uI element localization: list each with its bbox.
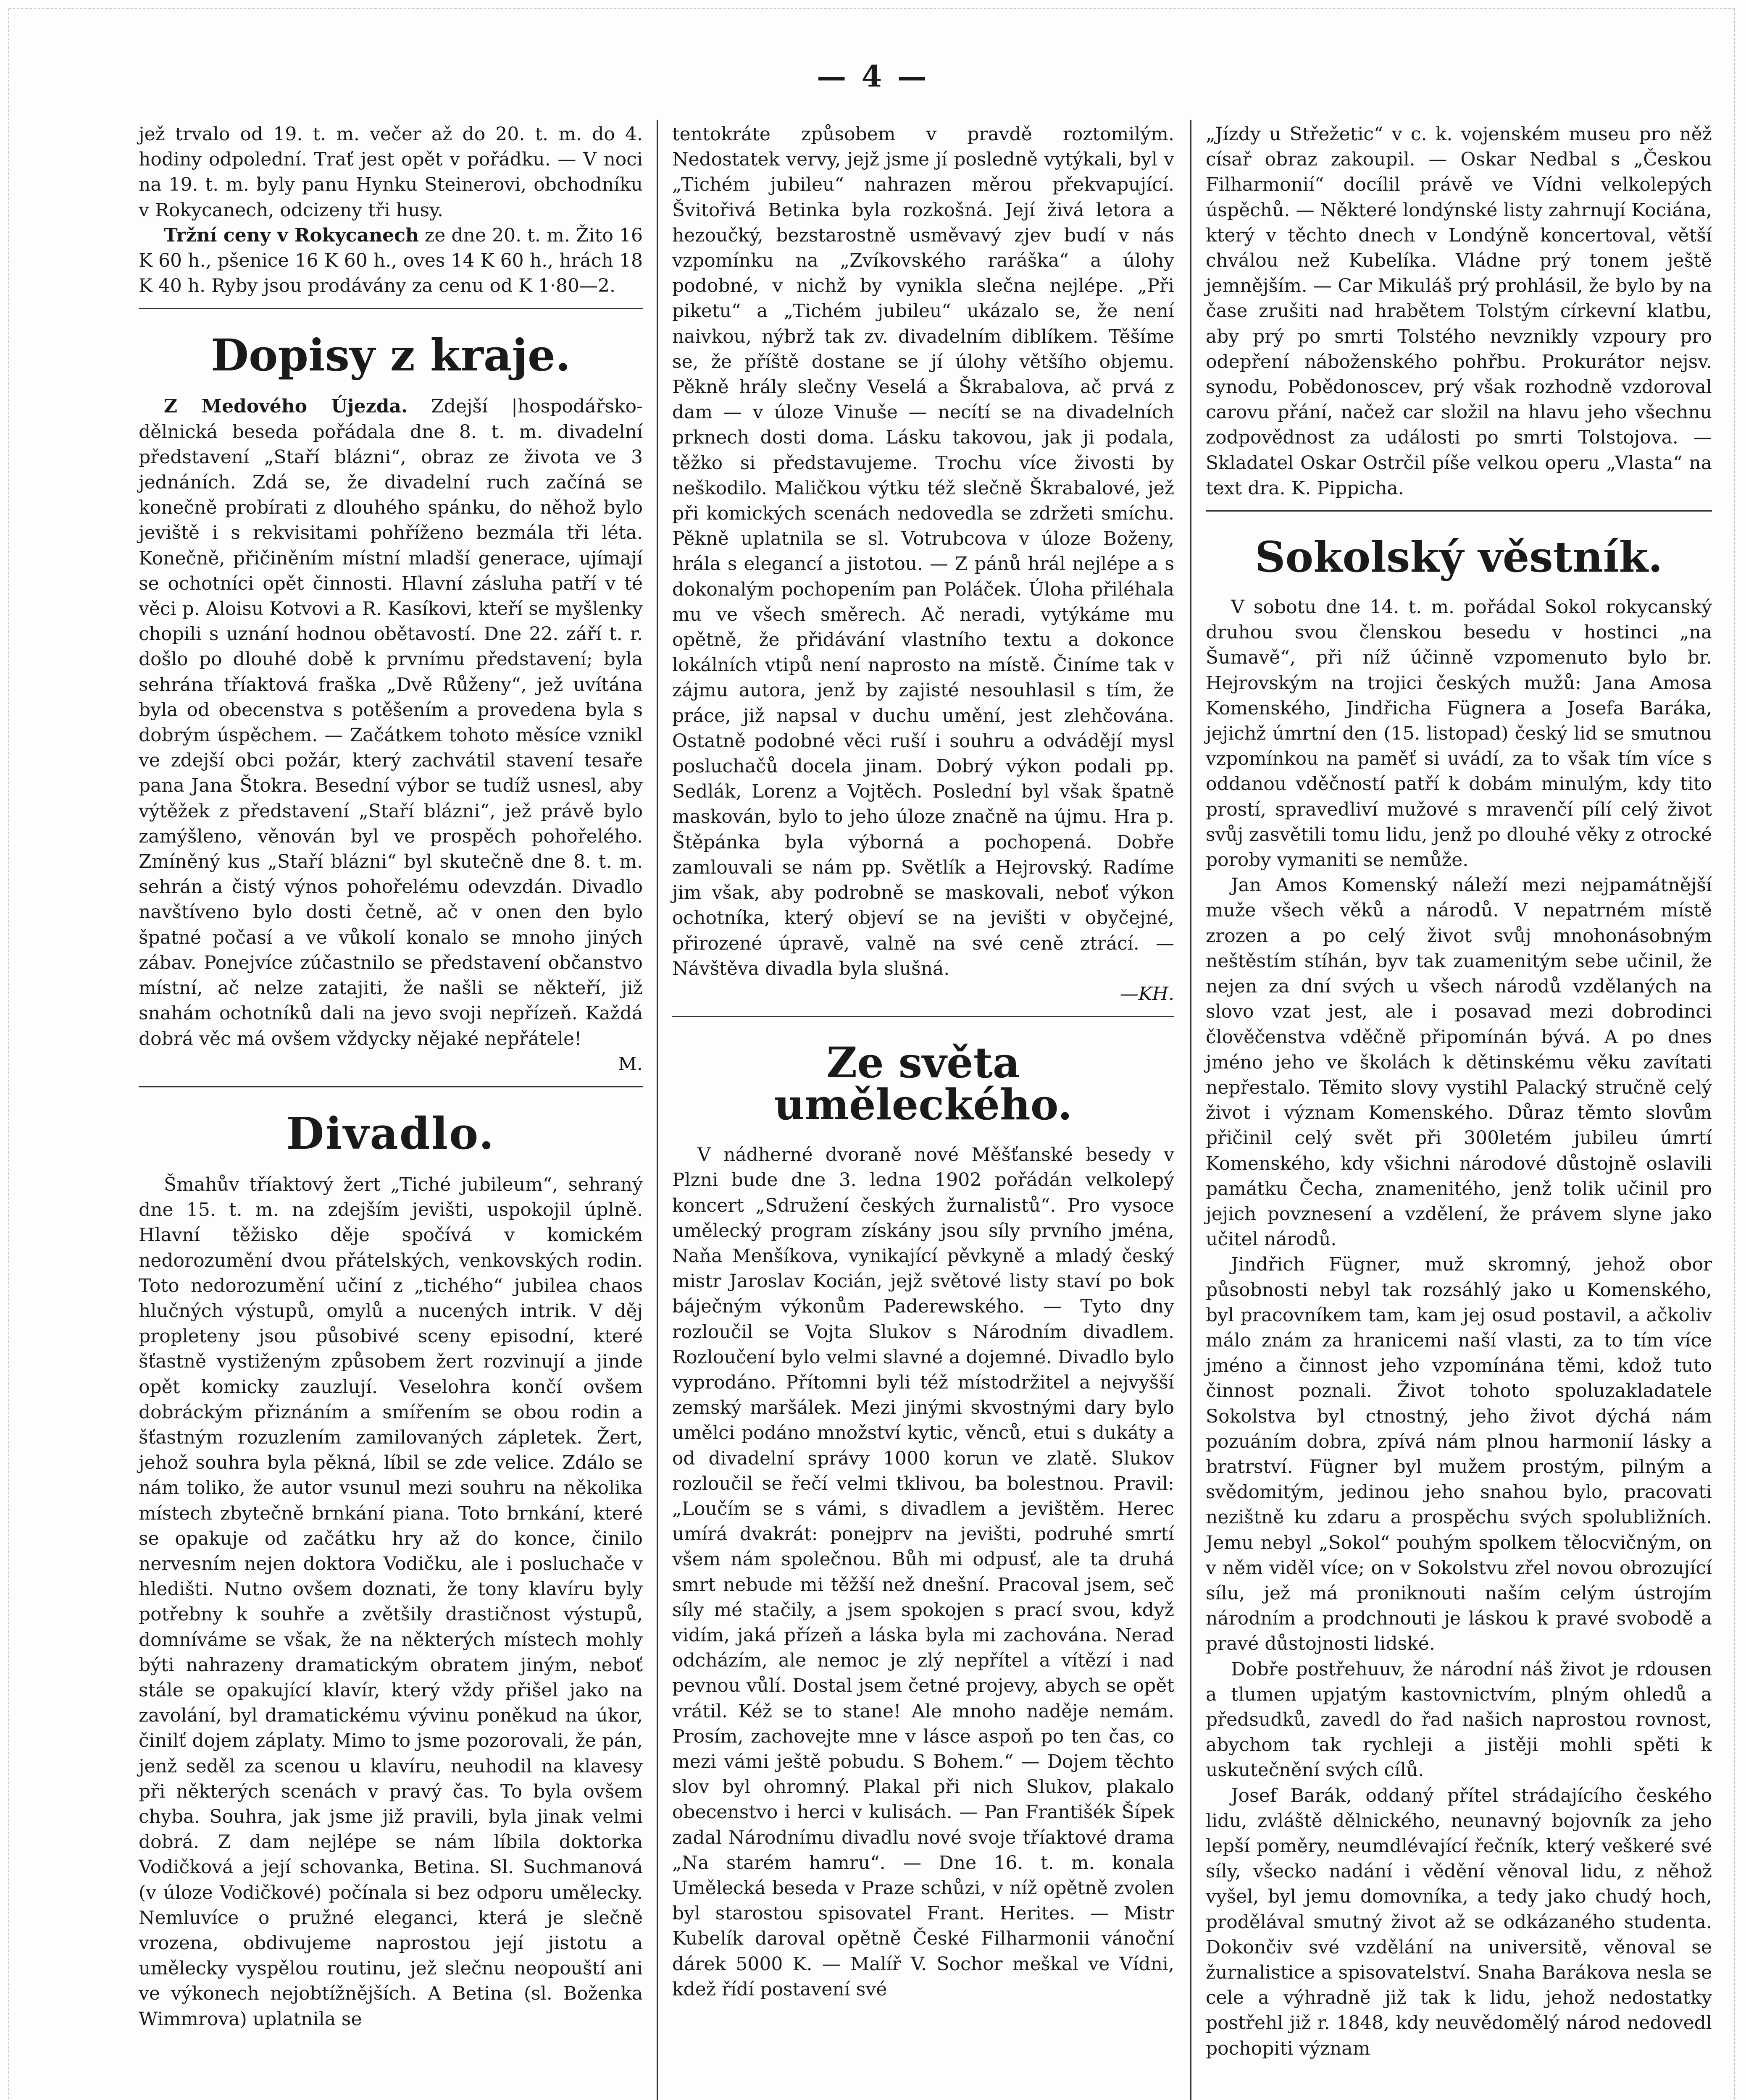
- divider: [672, 1016, 1174, 1017]
- sokol-paragraph-2: Jan Amos Komenský náleží mezi nejpamátnější muže všech věků a národů. V nepatrném místě zrozen a po celý život svůj mnohonásobným neštěstím stíhán, byv tak zuamenitým sebe učinil, že nejen za dní svých u všech národů vzdělaných na slovo vzat jest, ale i posavad mezi dobrodinci člověčenstva vděčně připomínán bývá. A po dnes jméno jeho ve školách k dětinskému věku zavítati nepřestalo. Těmito slovy vystihl Palacký stručně celý život i význam Komenského. Důraz těmto slovům přičinil celý svět při 300letém jubileu úmrtí Komenského, kdy všichni národové důstojně oslavili památku Čecha, znamenitého, jenž tolik učinil pro jejich povznesení a vzdělení, že právem slyne jako učitel národů.: [1206, 874, 1712, 1250]
- news-paragraph: jež trvalo od 19. t. m. večer až do 20. t. m. do 4. hodiny odpolední. Trať jest opět v pořádku. — V noci na 19. t. m. byly panu Hynku Steinerovi, obchodníku v Rokycanech, odcizeny tři husy.: [139, 123, 643, 221]
- divadlo-text: Šmahův tříaktový žert „Tiché jubileum“, sehraný dne 15. t. m. na zdejším jevišti, uspokojil úplně. Hlavní těžisko děje spočívá v komickém nedorozumění dvou přátelských, venkovských rodin. Toto nedorozumění učiní z „tichého“ jubilea chaos hlučných výstupů, omylů a nucených intrik. V děj propleteny jsou působivé sceny episodní, které šťastně vystiženým způsobem žert rozvinují a jinde opět komicky zauzlují. Veselohra končí ovšem dobráckým přiznáním a smířením se obou rodin a šťastným rozuzlením zamilovaných zápletek. Žert, jehož souhra byla pěkná, líbil se zde velice. Zdálo se nám toliko, že autor vsunul mezi souhru na několika místech zbytečně brnkání piana. Toto brnkání, které se opakuje od začátku hry až do konce, činilo nervesním nejen doktora Vodičku, ale i posluchače v hledišti. Nutno ovšem doznati, že tony klavíru byly potřebny k souhře a zvětšily drastičnost výstupů, domníváme se však, že na některých místech mohly býti nahrazeny dramatickým obratem jiným, neboť stále se opakující klavír, který vždy přišel jako na zavolání, byl dramatickému vývinu poněkud na úkor, činilť dojem záplaty. Mimo to jsme pozorovali, že pán, jenž seděl za scenou u klavíru, neuhodil na klavesy při některých scenách v pravý čas. To byla ovšem chyba. Souhra, jak jsme již pravili, byla jinak velmi dobrá. Z dam nejlépe se nám líbila doktorka Vodičková a její schovanka, Betina. Sl. Suchmanová (v úloze Vodičkové) počínala si bez odporu umělecky. Nemluvíce o pružné eleganci, která je slečně vrozena, obdivujeme naprostou její jistotu a umělecky vyspělou routinu, jež slečnu neopouští ani ve výkonech nejobtížnějších. A Betina (sl. Boženka Wimmrova) uplatnila se: [139, 1173, 643, 2030]
- column-1: [139, 122, 643, 2100]
- divider: [1206, 510, 1712, 512]
- dopis-signature: M.: [618, 1053, 643, 1075]
- column-rule-2: [1190, 120, 1191, 2100]
- column-rule-1: [657, 120, 658, 2100]
- column-3: [1206, 122, 1712, 2100]
- dopis-article: [139, 394, 643, 1051]
- divider: [139, 1086, 643, 1087]
- section-heading-sokol: Sokolský věstník.: [1255, 532, 1663, 582]
- column-2: [672, 122, 1174, 2100]
- market-prices: [139, 223, 643, 299]
- divadlo-continued: tentokráte způsobem v pravdě roztomilým. Nedostatek vervy, jejž jsme jí posledně vytýkali, byl v „Tichém jubileu“ nahrazen měrou překvapující. Švitořivá Betinka byla rozkošná. Její živá letora a hezoučký, bezstarostně usměvavý zjev budí v nás vzpomínku na „Zvíkovského raráška“ a úlohy podobné, v nichž by vynikla slečna nejlépe. „Při piketu“ a „Tichém jubileu“ ukázalo se, že není naivkou, nýbrž tak zv. divadelním diblíkem. Těšíme se, že příště dostane se jí úlohy většího objemu. Pěkně hrály slečny Veselá a Škrabalova, ač prvá z dam — v úloze Vinuše — necítí se na divadelních prknech dosti doma. Lásku takovou, jak ji podala, těžko si představujeme. Trochu více živosti by neškodilo. Maličkou výtku též slečně Škrabalové, jež při komických scenách nedovedla se zdržeti smíchu. Pěkně uplatnila se sl. Votrubcova v úloze Boženy, hrála s elegancí a jistotou. — Z pánů hrál nejlépe a s dokonalým pochopením pan Poláček. Úloha přiléhala mu ve všech směrech. Ač neradi, vytýkáme mu opětně, že přidávání vlastního textu a dokonce lokálních vtipů není naprosto na místě. Činíme tak v zájmu autora, jenž by zajisté nesouhlasil s tím, že práce, již napsal v duchu umění, jest zlehčována. Ostatně podobné věci ruší i souhru a odvádějí mysl posluchačů docela jinam. Dobrý výkon podali pp. Sedlák, Lorenz a Vojtěch. Poslední byl však špatně maskován, bylo to jeho úloze značně na újmu. Hra p. Štěpánka byla výborná a pochopená. Dobře zamlouvali se nám pp. Světlík a Hejrovský. Radíme jim však, aby podrobně se maskovali, neboť výkon ochotníka, který objeví se na jevišti v obyčejné, přirozené úpravě, valně na své ceně ztrácí. — Návštěva divadla byla slušná.: [672, 123, 1174, 979]
- dopis-text: Zdejší |hospodářsko-dělnická beseda pořádala dne 8. t. m. divadelní představení „Staří blázni“, obraz ze života ve 3 jednáních. Zdá se, že divadelní ruch začíná se konečně probírati z dlouhého spánku, do něhož bylo jeviště i s rekvisitami pohříženo bezmála tři léta. Konečně, přičiněním místní mladší generace, ujímají se ochotníci opět činnosti. Hlavní zásluha patří v té věci p. Aloisu Kotvovi a R. Kasíkovi, kteří se myšlenky chopili s uznání hodnou obětavostí. Dne 22. září t. r. došlo po dlouhé době k prvnímu představení; byla sehrána tříaktová fraška „Dvě Růženy“, jež uvítána byla od obecenstva s potěšením a provedena byla s dobrým úspěchem. — Začátkem tohoto měsíce vznikl ve zdejší obci požár, který zachvátil stavení tesaře pana Jana Štokra. Besední výbor se tudíž usnesl, aby výtěžek z představení „Staří blázni“, jež právě bylo zamýšleno, věnován byl ve prospěch pohořelého. Zmíněný kus „Staří blázni“ byl skutečně dne 8. t. m. sehrán a čistý výnos pohořelému odevzdán. Divadlo navštíveno bylo dosti četně, ač v onen den bylo špatné počasí a ve vůkolí konalo se mnoho jiných zábav. Ponejvíce zúčastnilo se představení občanstvo místní, ač nelze zatajiti, že našli se někteří, již snahám ochotníků dali na jevo svoji nepřízeň. Každá dobrá věc má ovšem vždycky nějaké nepřátele!: [139, 396, 643, 1050]
- sokol-paragraph-5: Josef Barák, oddaný přítel strádajícího českého lidu, zvláště dělnického, neunavný bojovník za jeho lepší poměry, neumdlévající řečník, který veškeré své síly, všecko nadání i vědění věnoval lidu, z něhož vyšel, byl jemu domovníka, a tedy jako chudý hoch, prodělával smutný život až se odkázaného studenta. Dokončiv své vzdělání na universitě, věnoval se žurnalistice a spisovatelství. Snaha Barákova nesla se cele a výhradně již tak k lidu, jehož nedostatky postřehl již r. 1848, kdy neuvědomělý národ nedovedl pochopiti význam: [1206, 1785, 1712, 2059]
- page-number: — 4 —: [817, 59, 929, 94]
- divider: [139, 308, 643, 309]
- dopis-place: Z Medového Újezda.: [164, 396, 408, 417]
- section-heading-umeni: Ze světa uměleckého.: [774, 1038, 1073, 1130]
- sokol-paragraph-4: Dobře postřehuuv, že národní náš život je rdousen a tlumen upjatým kastovnictvím, plným ohledů a předsudků, zavedl do řad našich naprostou rovnost, abychom tak rychleji a jistěji mohli spěti k uskutečnění svých cílů.: [1206, 1658, 1712, 1781]
- sokol-paragraph-3: Jindřich Fügner, muž skromný, jehož obor působnosti nebyl tak rozsáhlý jako u Komenského, byl pracovníkem tam, kam jej osud postavil, a ačkoliv málo znám za hranicemi naší vlasti, za to tím více jméno a činnost jeho vzpomínána těmi, kdož tuto činnost poznali. Život tohoto spoluzakladatele Sokolstva byl ctnostný, jeho život dýchá nám pozuáním dobra, zpívá nám plnou harmonií lásky a bratrství. Fügner byl mužem prostým, pilným a svědomitým, jedinou jeho snahou bylo, pracovati nezištně ku zdaru a prospěchu svých spolubližních. Jemu nebyl „Sokol“ pouhým spolkem tělocvičným, on v něm viděl více; on v Sokolstvu zřel novou obrozující sílu, jež má proniknouti naším celým ústrojím národním a prodchnouti je láskou k pravé svobodě a pravé důstojnosti lidské.: [1206, 1254, 1712, 1655]
- section-heading-divadlo: Divadlo.: [286, 1107, 495, 1159]
- sokol-paragraph-1: V sobotu dne 14. t. m. pořádal Sokol rokycanský druhou svou členskou besedu v hostinci „na Šumavě“, při níž účinně vzpomenuto bylo br. Hejrovským na trojici českých mužů: Jana Amosa Komenského, Jindřicha Fügnera a Josefa Baráka, jejichž úmrtní den (15. listopad) český lid se smutnou vzpomínkou na paměť si uvádí, za to však tím více s oddanou vděčností patří k dobám minulým, kdy tito prostí, spravedliví mužové s mravenčí pílí celý život svůj zasvětili tomu lidu, jenž po dlouhé věky z otrocké poroby vymaniti se nemůže.: [1206, 596, 1712, 871]
- umeni-continued: „Jízdy u Střežetic“ v c. k. vojenském museu pro něž císař obraz zakoupil. — Oskar Nedbal s „Českou Filharmonií“ docílil právě ve Vídni velkolepých úspěchů. — Některé londýnské listy zahrnují Kociána, který v těchto dnech v Londýně koncertoval, větší chválou než Kubelíka. Vládne prý tonem ještě jemnějším. — Car Mikuláš prý prohlásil, že bylo by na čase zrušiti nad hrabětem Tolstým církevní klatbu, aby prý po smrti Tolstého nevznikly vzpoury pro odepření náboženského pohřbu. Prokurátor nejsv. synodu, Pobědonoscev, prý však rozhodně vzdoroval carovu přání, načež car složil na hlavu jeho všechnu zodpovědnost za události po smrti Tolstojova. — Skladatel Oskar Ostrčil píše velkou operu „Vlasta“ na text dra. K. Pippicha.: [1206, 123, 1712, 499]
- divadlo-signature: —KH.: [1120, 983, 1174, 1005]
- section-heading-dopisy: Dopisy z kraje.: [210, 329, 571, 381]
- market-prices-text: ze dne 20. t. m. Žito 16 K 60 h., pšenice 16 K 60 h., oves 14 K 60 h., hrách 18 K 40 h. Ryby jsou prodávány za cenu od K 1·80—2.: [139, 224, 643, 297]
- umeni-text: V nádherné dvoraně nové Měšťanské besedy v Plzni bude dne 3. ledna 1902 pořádán velkolepý koncert „Sdružení českých žurnalistů“. Pro vysoce umělecký program získány jsou síly prvního jména, Naňa Menšíkova, vynikající pěvkyně a mladý český mistr Jaroslav Kocián, jejž světové listy staví po bok báječným výkonům Paderewského. — Tyto dny rozloučil se Vojta Slukov s Národním divadlem. Rozloučení bylo velmi slavné a dojemné. Divadlo bylo vyprodáno. Přítomni byli též místodržitel a nejvyšší zemský maršálek. Mezi jinými skvostnými dary bylo umělci podáno množství kytic, věnců, etui s dukáty a od divadelní správy 1000 korun ve zlatě. Slukov rozloučil se řečí velmi tklivou, ba bolestnou. Pravil: „Loučím se s vámi, s divadlem a jevištěm. Herec umírá dvakrát: ponejprv na jevišti, podruhé smrtí všem nám společnou. Bůh mi odpusť, ale ta druhá smrt nebude mi těžší než dnešní. Pracoval jsem, seč síly mé stačily, a jsem spokojen s prací svou, když vidím, jaká přízeň a láska byla mi zachována. Nerad odcházím, ale nemoc je zlý nepřítel a vítězí i nad pevnou vůlí. Dostal jsem četné projevy, abych se opět vrátil. Kéž se to stane! Ale mnoho naděje nemám. Prosím, zachovejte mne v lásce aspoň po ten čas, co mezi vámi ještě pobudu. S Bohem.“ — Dojem těchto slov byl ohromný. Plakal při nich Slukov, plakalo obecenstvo i herci v kulisách. — Pan Františék Šípek zadal Národnímu divadlu nové svoje tříaktové drama „Na starém hamru“. — Dne 16. t. m. konala Umělecká beseda v Praze schůzi, v níž opětně zvolen byl starostou spisovatel Frant. Herites. — Mistr Kubelík daroval opětně České Filharmonii vánoční dárek 5000 K. — Malíř V. Sochor meškal ve Vídni, kdež řídí postavení své: [672, 1144, 1174, 2000]
- market-prices-title: Tržní ceny v Rokycanech: [164, 224, 419, 246]
